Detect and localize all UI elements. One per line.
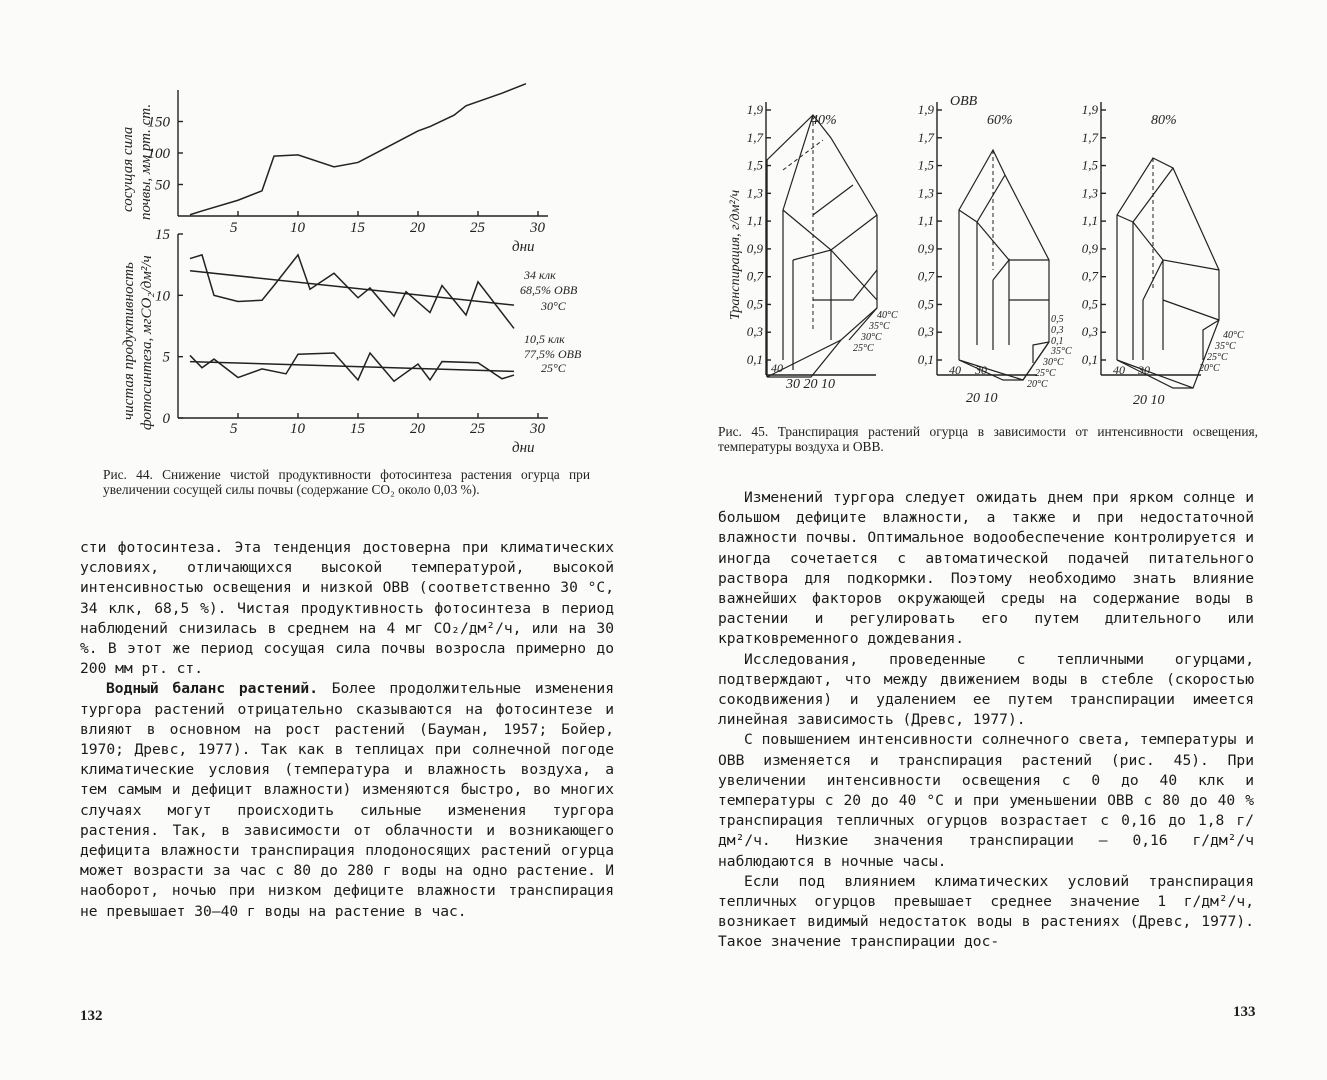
p1-light-ticks: 30 20 10	[786, 377, 835, 392]
panel-side-label: 0,5	[1051, 314, 1064, 325]
p3-light-corner-b: 30	[1138, 363, 1150, 377]
panel-y-tick-label: 0,1	[1081, 352, 1098, 367]
x-tick-label: 10	[290, 220, 305, 236]
panel-y-tick-label: 0,5	[1081, 296, 1098, 312]
panel-y-tick-label: 1,5	[917, 157, 934, 173]
panel-y-tick-label: 1,5	[746, 157, 763, 173]
legend-high-l3: 30°C	[541, 299, 566, 313]
panel-y-tick-label: 0,1	[917, 352, 934, 367]
bottom-x-label: дни	[512, 440, 535, 456]
panel-y-tick-label: 0,5	[746, 296, 763, 312]
p2-light-corner-a: 40	[949, 363, 961, 377]
figure-44-chart	[0, 0, 663, 470]
page-number-left: 132	[80, 1008, 103, 1024]
top-y-label-2: почвы, мм рт. ст.	[138, 103, 154, 220]
panel-y-tick-label: 1,5	[1081, 157, 1098, 173]
panel-y-tick-label: 1,3	[917, 185, 934, 201]
panel-y-tick-label: 0,5	[917, 296, 934, 312]
x-tick-label: 5	[230, 421, 238, 437]
panel-y-tick-label: 0,3	[746, 324, 763, 340]
panel-y-tick-label: 0,1	[746, 352, 763, 367]
panel-temp-label: 40°C	[877, 310, 898, 321]
series-line-1-0	[190, 255, 514, 329]
panel-temp-label: 35°C	[1215, 341, 1236, 352]
page-number-right: 133	[1233, 1004, 1256, 1020]
x-tick-label: 25	[470, 220, 485, 236]
panel-temp-label: 20°C	[1027, 379, 1048, 390]
panel-temp-label: 25°C	[1207, 352, 1228, 363]
series-line-0-0	[190, 84, 526, 215]
p2-light-corner-b: 30	[975, 363, 987, 377]
panel-y-tick-label: 1,1	[1081, 213, 1098, 229]
panel-y-tick-label: 1,7	[746, 129, 763, 145]
figure-45-chart	[663, 0, 1327, 420]
legend-low	[524, 332, 582, 375]
y-tick-label: 50	[155, 177, 170, 194]
panel-y-tick-label: 0,7	[1081, 268, 1098, 284]
legend-high	[520, 268, 578, 313]
panel-y-tick-label: 0,3	[1081, 324, 1098, 340]
x-tick-label: 25	[470, 421, 485, 437]
panel-y-tick-label: 0,7	[917, 268, 934, 284]
left-page	[0, 0, 663, 1080]
y-tick-label: 5	[162, 349, 170, 366]
panel-y-tick-label: 1,9	[746, 102, 763, 117]
panel-y-tick-label: 1,7	[1081, 129, 1098, 145]
panel-60-blocks	[959, 150, 1049, 380]
right-paragraph-2: Исследования, проведенные с тепличными огурцами, подтверждают, что между движением воды в стебле (скоростью сокодвижения) и удалением ее путем транспирации имеется линейная зависимость (Древс, 1977).	[718, 650, 1254, 729]
figure-45-marks	[747, 102, 1244, 390]
panel-side-label: 0,1	[1051, 336, 1064, 347]
panel-temp-label: 25°C	[853, 343, 874, 354]
panel-y-tick-label: 0,3	[917, 324, 934, 340]
left-paragraph-2	[80, 679, 614, 921]
panel-y-tick-label: 1,7	[917, 129, 934, 145]
fig45-y-label: Транспирация, г/дм²/ч	[728, 189, 743, 320]
legend-low-l2: 77,5% ОВВ	[524, 347, 582, 361]
panel-y-tick-label: 1,1	[917, 213, 934, 229]
panel-y-tick-label: 1,9	[917, 102, 934, 117]
panel-y-tick-label: 0,9	[746, 240, 763, 256]
y-tick-label: 0	[162, 411, 170, 427]
panel-side-label: 0,3	[1051, 325, 1064, 336]
panel-y-tick-label: 0,9	[1081, 240, 1098, 256]
panel-y-tick-label: 1,9	[1081, 102, 1098, 117]
series-line-1-1	[190, 271, 514, 305]
left-body-text	[80, 538, 614, 922]
bottom-y-label-1: чистая продуктивность	[121, 262, 137, 420]
panel-temp-label: 30°C	[1043, 357, 1064, 368]
top-x-label: дни	[512, 239, 535, 255]
y-tick-label: 10	[155, 288, 170, 305]
p2-light-ticks: 20 10	[966, 391, 998, 406]
panel-temp-label: 35°C	[1051, 346, 1072, 357]
panel-80-blocks	[1117, 158, 1219, 388]
x-tick-label: 15	[350, 421, 365, 437]
legend-high-l1: 34 клк	[524, 268, 556, 282]
top-y-label-1: сосущая сила	[120, 126, 136, 212]
figure-44-marks	[148, 84, 546, 437]
panel-temp-label: 40°C	[1223, 330, 1244, 341]
panel-y-tick-label: 0,9	[917, 240, 934, 256]
legend-low-l1: 10,5 клк	[524, 332, 565, 346]
right-page	[663, 0, 1327, 1080]
panel-temp-label: 30°C	[861, 332, 882, 343]
fig45-title: ОВВ	[950, 94, 978, 109]
left-paragraph-2-text: Более продолжительные изменения тургора растений отрицательно сказываются на фотосинтезе и влияют в основном на рост растений (Бауман, 1957; Бойер, 1970; Древс, 1977). Так как в теплицах при солнечной погоде климатические условия (температура и влажность воздуха, а тем самым и дефицит влажности) изменяются быстро, во многих случаях могут происходить сильные изменения тургора растения. Так, в зависимости от облачности и возникающего дефицита влажности транспирация плодоносящих растений огурца может возрасти за час с 80 до 280 г воды на одно растение. И наоборот, ночью при низком дефиците влажности транспирация не превышает 30—40 г воды на растение в час.	[80, 680, 614, 920]
right-body-text	[718, 488, 1254, 953]
p3-light-ticks: 20 10	[1133, 393, 1165, 408]
panel-temp-label: 25°C	[1035, 368, 1056, 379]
figure-44-caption: Рис. 44. Снижение чистой продуктивности фотосинтеза растения огурца при увеличении сосущей силы почвы (содержание CO₂ около 0,03 %).	[103, 467, 590, 497]
panel-y-tick-label: 0,7	[746, 268, 763, 284]
x-tick-label: 30	[530, 220, 545, 236]
p1-light-corner: 40	[771, 361, 783, 375]
section-heading: Водный баланс растений.	[106, 680, 318, 698]
panel-y-tick-label: 1,3	[746, 185, 763, 201]
legend-high-l2: 68,5% ОВВ	[520, 283, 578, 297]
x-tick-label: 30	[530, 421, 545, 437]
x-tick-label: 15	[350, 220, 365, 236]
panel-temp-label: 35°C	[869, 321, 890, 332]
panel-temp-label: 20°C	[1199, 363, 1220, 374]
x-tick-label: 10	[290, 421, 305, 437]
y-tick-label: 150	[147, 114, 170, 131]
bottom-y-label-2: фотосинтеза, мгCO₂/дм²/ч	[139, 255, 155, 430]
right-paragraph-3: С повышением интенсивности солнечного света, температуры и ОВВ изменяется и транспирация растений (рис. 45). При увеличении интенсивности освещения с 0 до 40 клк и температуры с 20 до 40 °С и при уменьшении ОВВ с 80 до 40 % транспирация тепличных огурцов возрастает с 0,16 до 1,8 г/дм²/ч. Низкие значения транспирации — 0,16 г/дм²/ч наблюдаются в ночные часы.	[718, 731, 1254, 870]
panel-ovv-label: 60%	[987, 113, 1013, 128]
right-paragraph-4: Если под влиянием климатических условий транспирация тепличных огурцов превышает среднее значение 1 г/дм²/ч, возникает видимый недостаток воды в растениях (Древс, 1977). Такое значение транспирации дос-	[718, 872, 1254, 951]
x-tick-label: 20	[410, 220, 425, 236]
panel-y-tick-label: 1,1	[746, 213, 763, 229]
figure-45-caption: Рис. 45. Транспирация растений огурца в зависимости от интенсивности освещения, температуры воздуха и ОВВ.	[718, 424, 1258, 454]
panel-y-tick-label: 1,3	[1081, 185, 1098, 201]
panel-ovv-label: 80%	[1151, 113, 1177, 128]
right-paragraph-1: Изменений тургора следует ожидать днем при ярком солнце и большом дефиците влажности, а также и при недостаточной влажности почвы. Оптимальное водообеспечение контролируется и иногда сочетается с автоматической подачей питательного раствора для подкормки. Поэтому необходимо знать влияние важнейших факторов окружающей среды на содержание воды в растении и регулировать его путем длительного или кратковременного дождевания.	[718, 489, 1254, 648]
p3-light-corner-a: 40	[1113, 363, 1125, 377]
legend-low-l3: 25°C	[541, 361, 566, 375]
y-tick-label: 15	[155, 227, 170, 243]
left-paragraph-1: сти фотосинтеза. Эта тенденция достоверна при климатических условиях, отличающихся высокой температурой, высокой интенсивностью освещения и низкой ОВВ (соответственно 30 °С, 34 клк, 68,5 %). Чистая продуктивность фотосинтеза в период наблюдений снизилась в среднем на 4 мг CO₂/дм²/ч, или на 30 %. В этот же период сосущая сила почвы возросла примерно до 200 мм рт. ст.	[80, 539, 614, 678]
panel-ovv-label: 40%	[811, 113, 837, 128]
x-tick-label: 20	[410, 421, 425, 437]
x-tick-label: 5	[230, 220, 238, 236]
y-tick-label: 100	[147, 146, 170, 162]
